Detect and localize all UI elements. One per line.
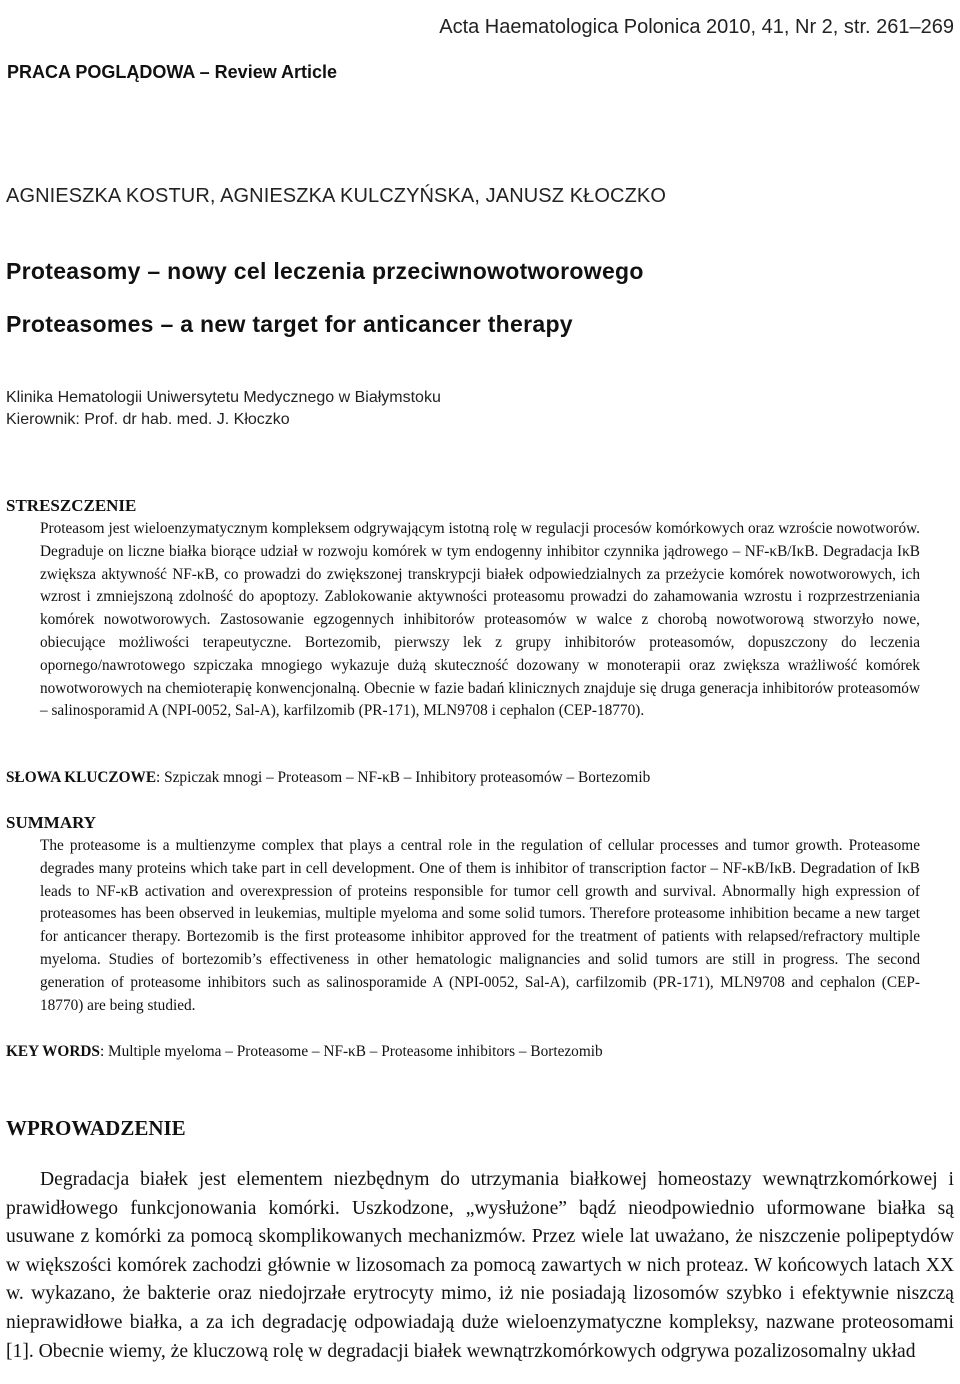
title-english: Proteasomes – a new target for anticancer therapy	[6, 311, 573, 337]
title-polish: Proteasomy – nowy cel leczenia przeciwnowotworowego	[6, 258, 644, 284]
streszczenie-heading: STRESZCZENIE	[6, 496, 137, 515]
summary-body: The proteasome is a multienzyme complex that plays a central role in the regulation of cellular processes and tumor growth. Proteasome degrades many proteins which take part in cell development. One of them is inhibitor of transcription factor – NF-κB/IκB. Degradation of IκB leads to NF-κB activation and overexpression of proteins responsible for tumor cell growth and survival. Abnormally high expression of proteasomes has been observed in leukemias, multiple myeloma and some solid tumors. Therefore proteasome inhibition became a new target for anticancer therapy. Bortezomib is the first proteasome inhibitor approved for the treatment of patients with relapsed/refractory multiple myeloma. Studies of bortezomib’s effectiveness in other hematologic malignancies and solid tumors are still in progress. The second generation of proteasome inhibitors such as salinosporamide A (NPI-0052, Sal-A), carfilzomib (PR-171), MLN9708 and cephalon (CEP-18770) are being studied.	[40, 837, 920, 1014]
keywords-english-label: KEY WORDS	[6, 1043, 100, 1060]
journal-citation: Acta Haematologica Polonica 2010, 41, Nr 2, str. 261–269	[439, 16, 954, 38]
keywords-english	[6, 1041, 946, 1063]
streszczenie-body: Proteasom jest wieloenzymatycznym kompleksem odgrywającym istotną rolę w regulacji procesów komórkowych oraz wzroście nowotworów. Degraduje on liczne białka biorące udział w rozwoju komórek w tym endogenny inhibitor czynnika jądrowego – NF-κB/IκB. Degradacja IκB zwiększa aktywność NF-κB, co prowadzi do zwiększonej transkrypcji białek odpowiedzialnych za przeżycie komórek nowotworowych, ich wzrost i zmniejszoną zdolność do apoptozy. Zablokowanie aktywności proteasomu prowadzi do zahamowania wzrostu i rozprzestrzeniania komórek nowotworowych. Zastosowanie egzogennych inhibitorów proteasomów w walce z chorobą nowotworową stworzyło nowe, obiecujące możliwości terapeutyczne. Bortezomib, pierwszy lek z grupy inhibitorów proteasomów, dopuszczony do leczenia opornego/nawrotowego szpiczaka mnogiego wykazuje dużą skuteczność dozowany w monoterapii oraz zwiększa wrażliwość komórek nowotworowych na chemioterapię konwencjonalną. Obecnie w fazie badań klinicznych znajduje się druga generacja inhibitorów proteasomów – salinosporamid A (NPI-0052, Sal-A), karfilzomib (PR-171), MLN9708 i cephalon (CEP-18770).	[40, 520, 920, 720]
keywords-polish-label: SŁOWA KLUCZOWE	[6, 769, 157, 786]
affiliation-head: Kierownik: Prof. dr hab. med. J. Kłoczko	[6, 411, 290, 428]
article-type-label: PRACA POGLĄDOWA – Review Article	[7, 62, 338, 82]
intro-heading: WPROWADZENIE	[6, 1116, 186, 1140]
affiliation-institution: Klinika Hematologii Uniwersytetu Medycznego w Białymstoku	[6, 389, 441, 406]
intro-body: Degradacja białek jest elementem niezbędnym do utrzymania białkowej homeostazy wewnątrzkomórkowej i prawidłowego funkcjonowania komórki. Uszkodzone, „wysłużone” bądź nieodpowiednio uformowane białka są usuwane z komórki za pomocą skomplikowanych mechanizmów. Przez wiele lat uważano, że niszczenie polipeptydów w większości komórek zachodzi głównie w lizosomach za pomocą zawartych w nich proteaz. W końcowych latach XX w. wykazano, że bakterie oraz niedojrzałe erytrocyty mimo, iż nie posiadają lizosomów szybko i efektywnie niszczą nieprawidłowe białka, a za ich degradację odpowiadają duże wieloenzymatyczne kompleksy, nazwane proteosomami [1]. Obecnie wiemy, że kluczową rolę w degradacji białek wewnątrzkomórkowych odgrywa pozalizosomalny układ	[6, 1169, 954, 1362]
author-list: AGNIESZKA KOSTUR, AGNIESZKA KULCZYŃSKA, JANUSZ KŁOCZKO	[6, 185, 666, 207]
summary-heading: SUMMARY	[6, 813, 97, 832]
keywords-english-text: : Multiple myeloma – Proteasome – NF-κB – Proteasome inhibitors – Bortezomib	[99, 1043, 603, 1060]
affiliation	[6, 387, 441, 431]
keywords-polish-text: : Szpiczak mnogi – Proteasom – NF-κB – Inhibitory proteasomów – Bortezomib	[156, 769, 651, 786]
keywords-polish	[6, 767, 946, 789]
